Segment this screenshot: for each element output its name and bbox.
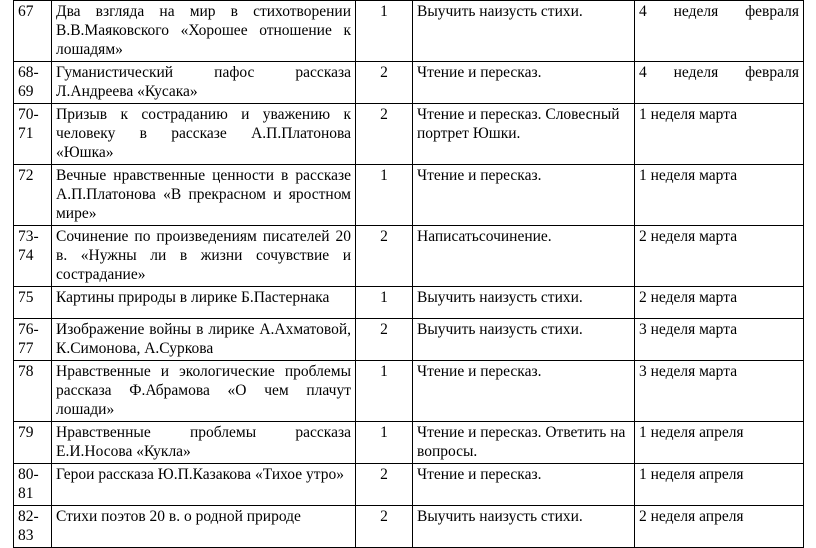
lesson-number: 78 (14, 361, 52, 422)
lesson-date: 3 неделя марта (635, 361, 804, 422)
lesson-topic: Сочинение по произведениям писателей 20 в. «Нужны ли в жизни сочувствие и сострадание» (52, 226, 356, 287)
lesson-homework: Написатьсочинение. (413, 226, 635, 287)
lesson-topic: Гуманистический пафос рассказа Л.Андреева «Кусака» (52, 62, 356, 104)
lesson-topic: Стихи поэтов 20 в. о родной природе (52, 506, 356, 548)
lesson-number: 76-77 (14, 319, 52, 361)
lesson-topic: Изображение войны в лирике А.Ахматовой, К.Симонова, А.Суркова (52, 319, 356, 361)
lesson-topic: Вечные нравственные ценности в рассказе А.П.Платонова «В прекрасном и яростном мире» (52, 165, 356, 226)
lesson-hours: 1 (356, 361, 413, 422)
table-row (14, 62, 804, 104)
lesson-hours: 1 (356, 165, 413, 226)
table-row (14, 361, 804, 422)
lesson-plan-table (13, 0, 804, 548)
lesson-topic: Призыв к состраданию и уважению к человеку в рассказе А.П.Платонова «Юшка» (52, 104, 356, 165)
lesson-number: 82-83 (14, 506, 52, 548)
lesson-topic: Герои рассказа Ю.П.Казакова «Тихое утро» (52, 464, 356, 506)
lesson-hours: 2 (356, 226, 413, 287)
lesson-date: 2 неделя марта (635, 287, 804, 319)
table-row (14, 464, 804, 506)
lesson-topic: Нравственные проблемы рассказа Е.И.Носова «Кукла» (52, 422, 356, 464)
table-row (14, 287, 804, 319)
table-row (14, 226, 804, 287)
lesson-date: 4 неделя февраля (635, 1, 804, 62)
lesson-homework: Выучить наизусть стихи. (413, 319, 635, 361)
lesson-hours: 2 (356, 506, 413, 548)
lesson-topic: Два взгляда на мир в стихотворении В.В.Маяковского «Хорошее отношение к лошадям» (52, 1, 356, 62)
lesson-hours: 1 (356, 1, 413, 62)
lesson-date: 2 неделя апреля (635, 506, 804, 548)
lesson-hours: 2 (356, 104, 413, 165)
lesson-homework: Выучить наизусть стихи. (413, 506, 635, 548)
lesson-number: 68-69 (14, 62, 52, 104)
lesson-number: 75 (14, 287, 52, 319)
lesson-homework: Выучить наизусть стихи. (413, 1, 635, 62)
document-page (13, 0, 803, 544)
lesson-number: 73-74 (14, 226, 52, 287)
table-row (14, 1, 804, 62)
lesson-number: 70-71 (14, 104, 52, 165)
lesson-hours: 2 (356, 464, 413, 506)
lesson-hours: 2 (356, 319, 413, 361)
table-row (14, 104, 804, 165)
lesson-date: 1 неделя марта (635, 165, 804, 226)
lesson-number: 67 (14, 1, 52, 62)
lesson-homework: Чтение и пересказ. (413, 464, 635, 506)
lesson-hours: 1 (356, 422, 413, 464)
lesson-homework: Чтение и пересказ. (413, 62, 635, 104)
lesson-date: 1 неделя апреля (635, 464, 804, 506)
lesson-homework: Чтение и пересказ. Ответить на вопросы. (413, 422, 635, 464)
lesson-homework: Чтение и пересказ. Словесный портрет Юшки. (413, 104, 635, 165)
lesson-homework: Чтение и пересказ. (413, 361, 635, 422)
lesson-date: 2 неделя марта (635, 226, 804, 287)
lesson-topic: Нравственные и экологические проблемы рассказа Ф.Абрамова «О чем плачут лошади» (52, 361, 356, 422)
table-row (14, 165, 804, 226)
lesson-number: 72 (14, 165, 52, 226)
lesson-date: 3 неделя марта (635, 319, 804, 361)
lesson-number: 80-81 (14, 464, 52, 506)
lesson-date: 4 неделя февраля (635, 62, 804, 104)
lesson-number: 79 (14, 422, 52, 464)
table-row (14, 506, 804, 548)
lesson-date: 1 неделя апреля (635, 422, 804, 464)
lesson-hours: 2 (356, 62, 413, 104)
lesson-topic: Картины природы в лирике Б.Пастернака (52, 287, 356, 319)
table-row (14, 319, 804, 361)
lesson-homework: Выучить наизусть стихи. (413, 287, 635, 319)
lesson-date: 1 неделя марта (635, 104, 804, 165)
lesson-hours: 1 (356, 287, 413, 319)
table-row (14, 422, 804, 464)
lesson-homework: Чтение и пересказ. (413, 165, 635, 226)
